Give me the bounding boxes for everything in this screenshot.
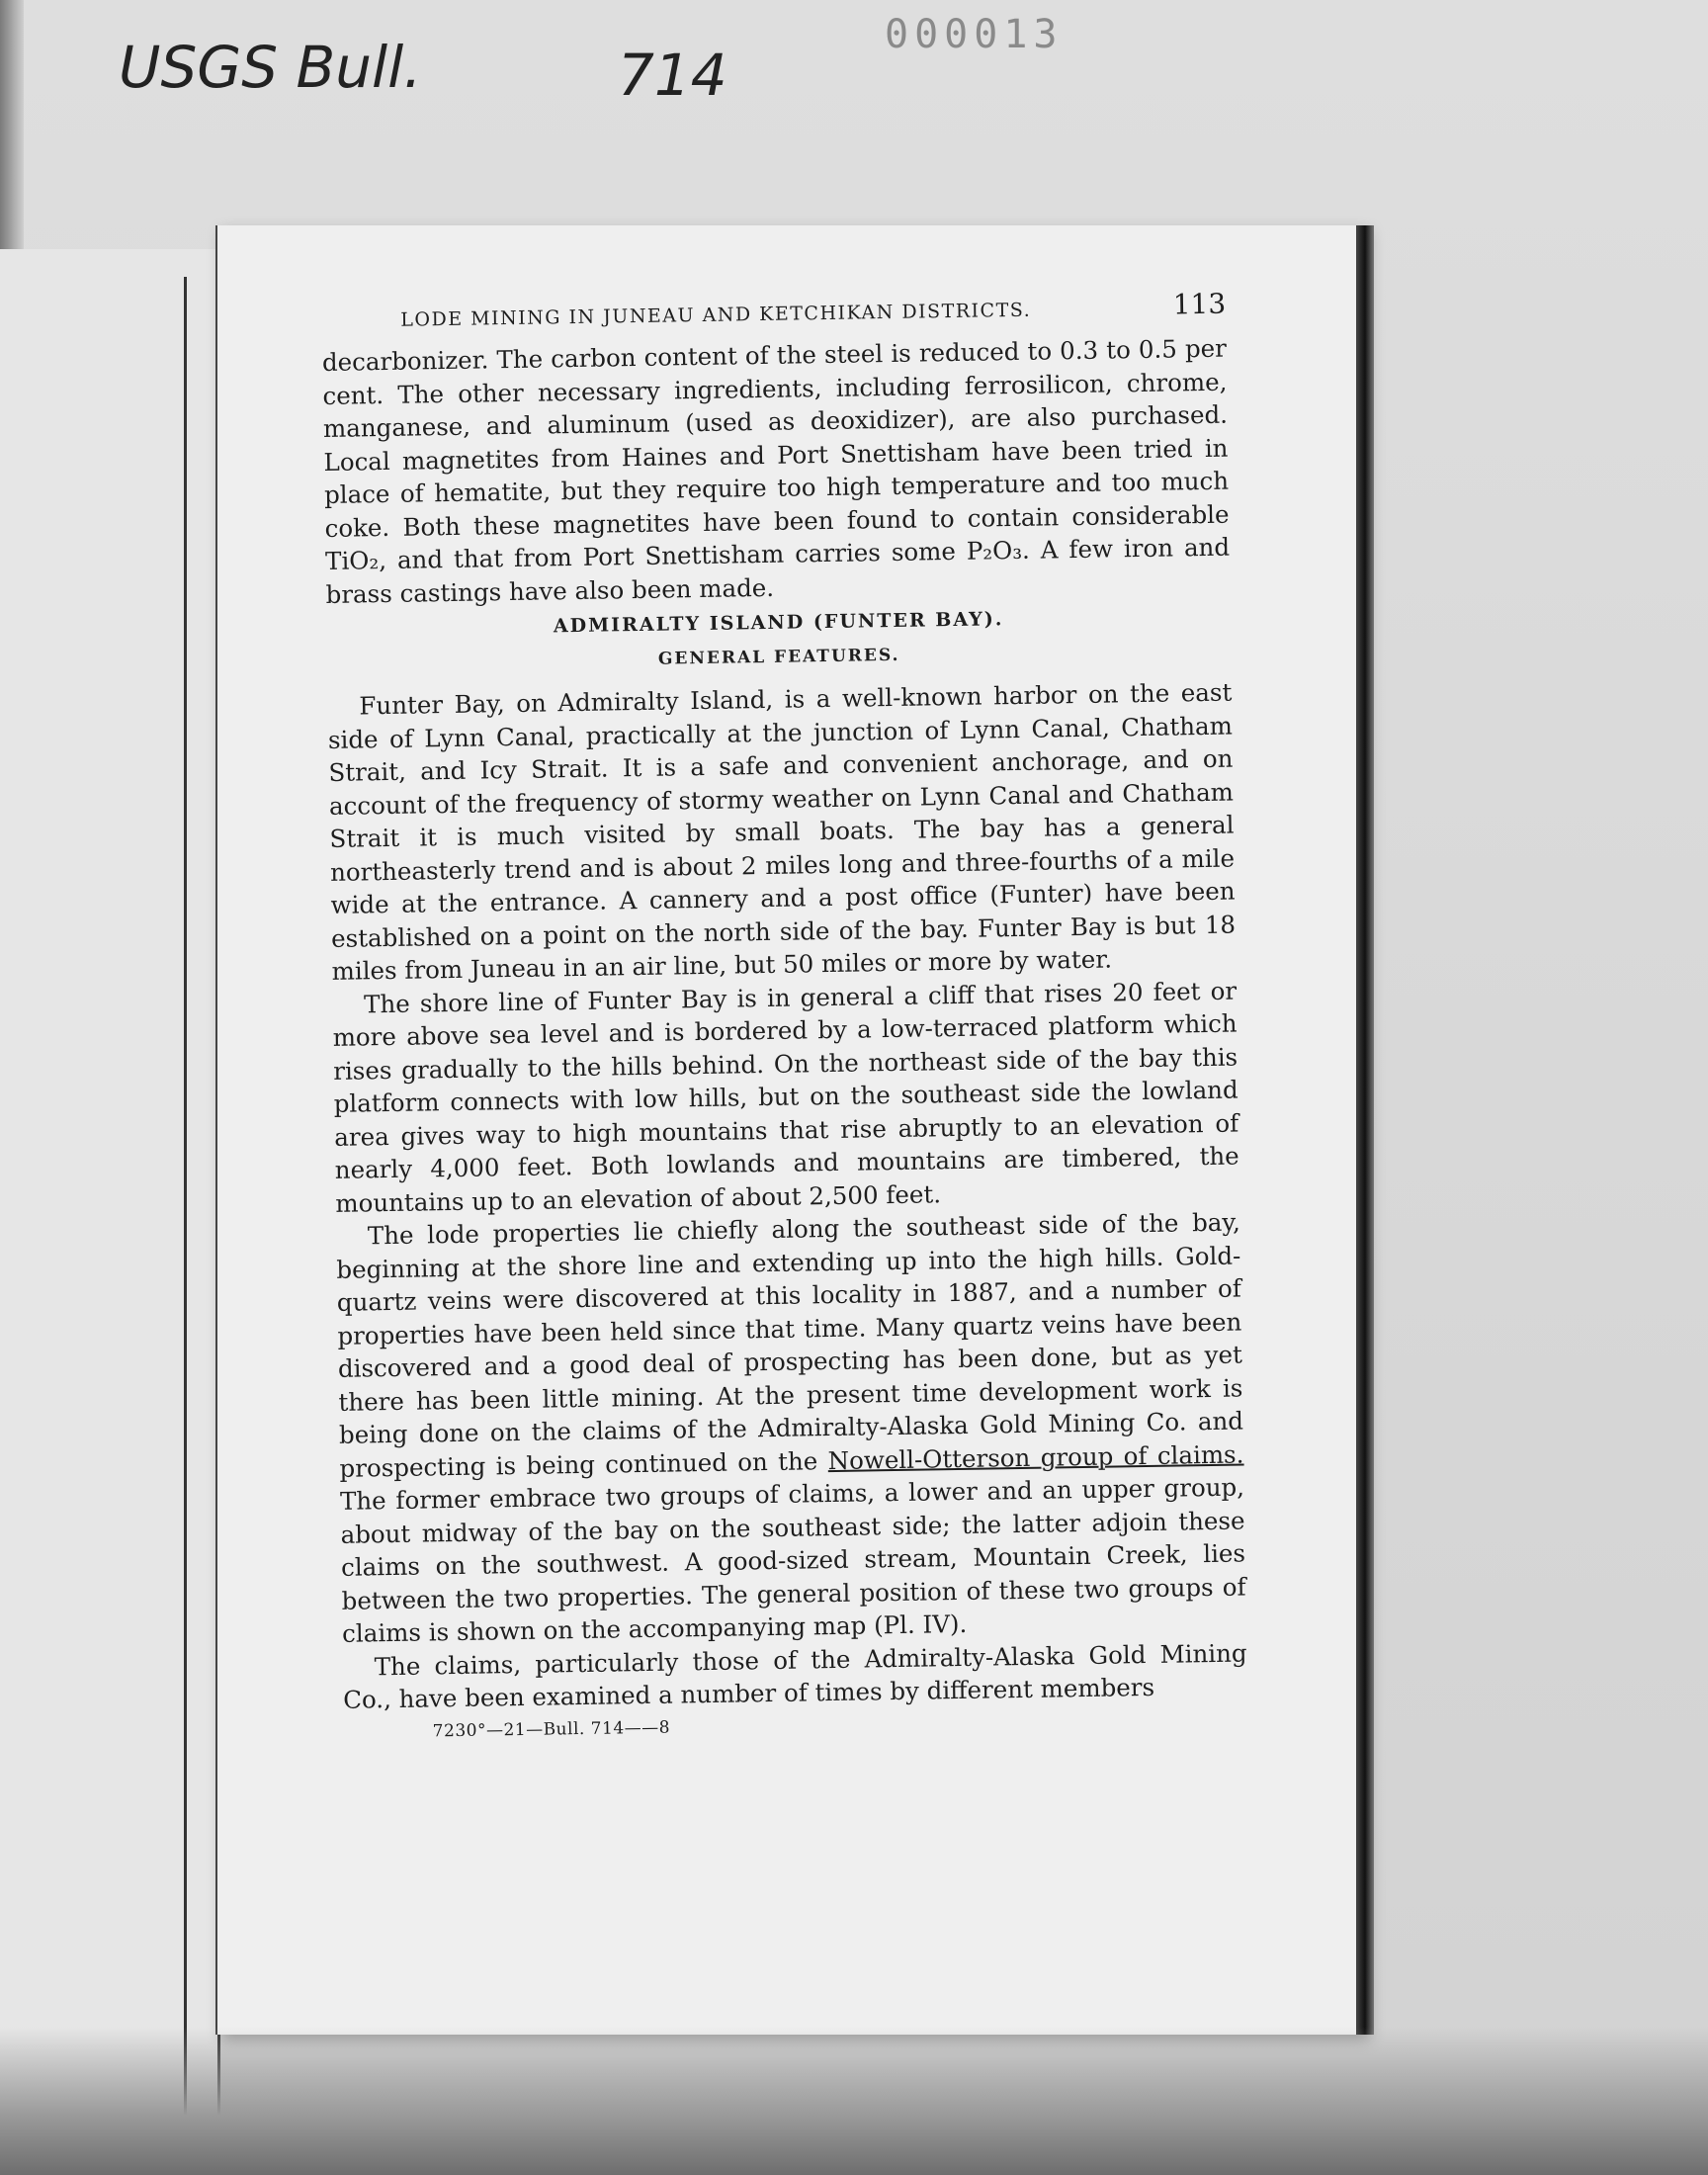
paragraph-1: decarbonizer. The carbon content of the steel is reduced to 0.3 to 0.5 per cent. The other necessary ingredients, including ferrosilicon, chrome, manganese, and aluminum (used as deoxidizer), are also purchased. Local magnetites from Haines and Port Snettisham have been tried in place of hematite, but they require too high temperature and too much coke. Both these magnetites have been found to contain considerable TiO₂, and that from Port Snettisham carries some P₂O₃. A few iron and brass castings have also been made. [321, 333, 1231, 609]
page-number: 113 [1172, 287, 1227, 321]
handwritten-annotation [119, 18, 811, 107]
page-footer: 7230°—21—Bull. 714——8 [432, 1717, 671, 1741]
scan-bottom-shadow [0, 2027, 1708, 2175]
paragraph-4-text-a: The lode properties lie chiefly along the southeast side of the bay, beginning at the shore line and extending up into the high hills. Gold-quartz veins were discovered at this locality in 1887, and a number of properties have been held since that time. Many quartz veins have been discovered and a good deal of prospecting has been done, but as yet there has been little mining. At the present time development work is being done on the claims of the Admiralty-Alaska Gold Mining Co. and prospecting is being continued on the [336, 1207, 1244, 1483]
stamp-number: 000013 [885, 12, 1064, 57]
paragraph-3: The shore line of Funter Bay is in general a cliff that rises 20 feet or more above sea level and is bordered by a low-terraced platform which rises gradually to the hills behind. On the northeast side of the bay this platform connects with low hills, but on the southeast side the lowland area gives way to high mountains that rise abruptly to an elevation of nearly 4,000 feet. Both lowlands and mountains are timbered, the mountains up to an elevation of about 2,500 feet. [332, 976, 1239, 1218]
subsection-heading: GENERAL FEATURES. [657, 645, 900, 669]
previous-page-edge [0, 249, 220, 2128]
paragraph-4-text-b: The former embrace two groups of claims, a lower and an upper group, about midway of the bay on the southeast side; the latter adjoin these claims on the southwest. A good-sized stream, Mountain Creek, lies between the two properties. The general position of these two groups of claims is shown on the accompanying map (Pl. IV). [339, 1472, 1246, 1648]
underlined-claim-name: Nowell-Otterson group of claims. [827, 1438, 1244, 1475]
handwritten-number: 714 [618, 42, 727, 107]
paragraph-5: The claims, particularly those of the Admiralty-Alaska Gold Mining Co., have been examined a number of times by different members [342, 1637, 1247, 1714]
paragraph-4 [336, 1206, 1247, 1651]
handwritten-label: USGS Bull. [119, 34, 422, 101]
page-edge-shadow [1356, 225, 1374, 2035]
book-spine [184, 277, 187, 2126]
page-content [321, 288, 1248, 1743]
running-title: LODE MINING IN JUNEAU AND KETCHIKAN DISTRICTS. [400, 299, 1032, 331]
section-heading: ADMIRALTY ISLAND (FUNTER BAY). [553, 608, 1004, 638]
paragraph-2: Funter Bay, on Admiralty Island, is a well-known harbor on the east side of Lynn Canal, practically at the junction of Lynn Canal, Chatham Strait, and Icy Strait. It is a safe and convenient anchorage, and on account of the frequency of stormy weather on Lynn Canal and Chatham Strait it is much visited by small boats. The bay has a general northeasterly trend and is about 2 miles long and three-fourths of a mile wide at the entrance. A cannery and a post office (Funter) have been established on a point on the north side of the bay. Funter Bay is but 18 miles from Juneau in an air line, but 50 miles or more by water. [327, 677, 1237, 986]
